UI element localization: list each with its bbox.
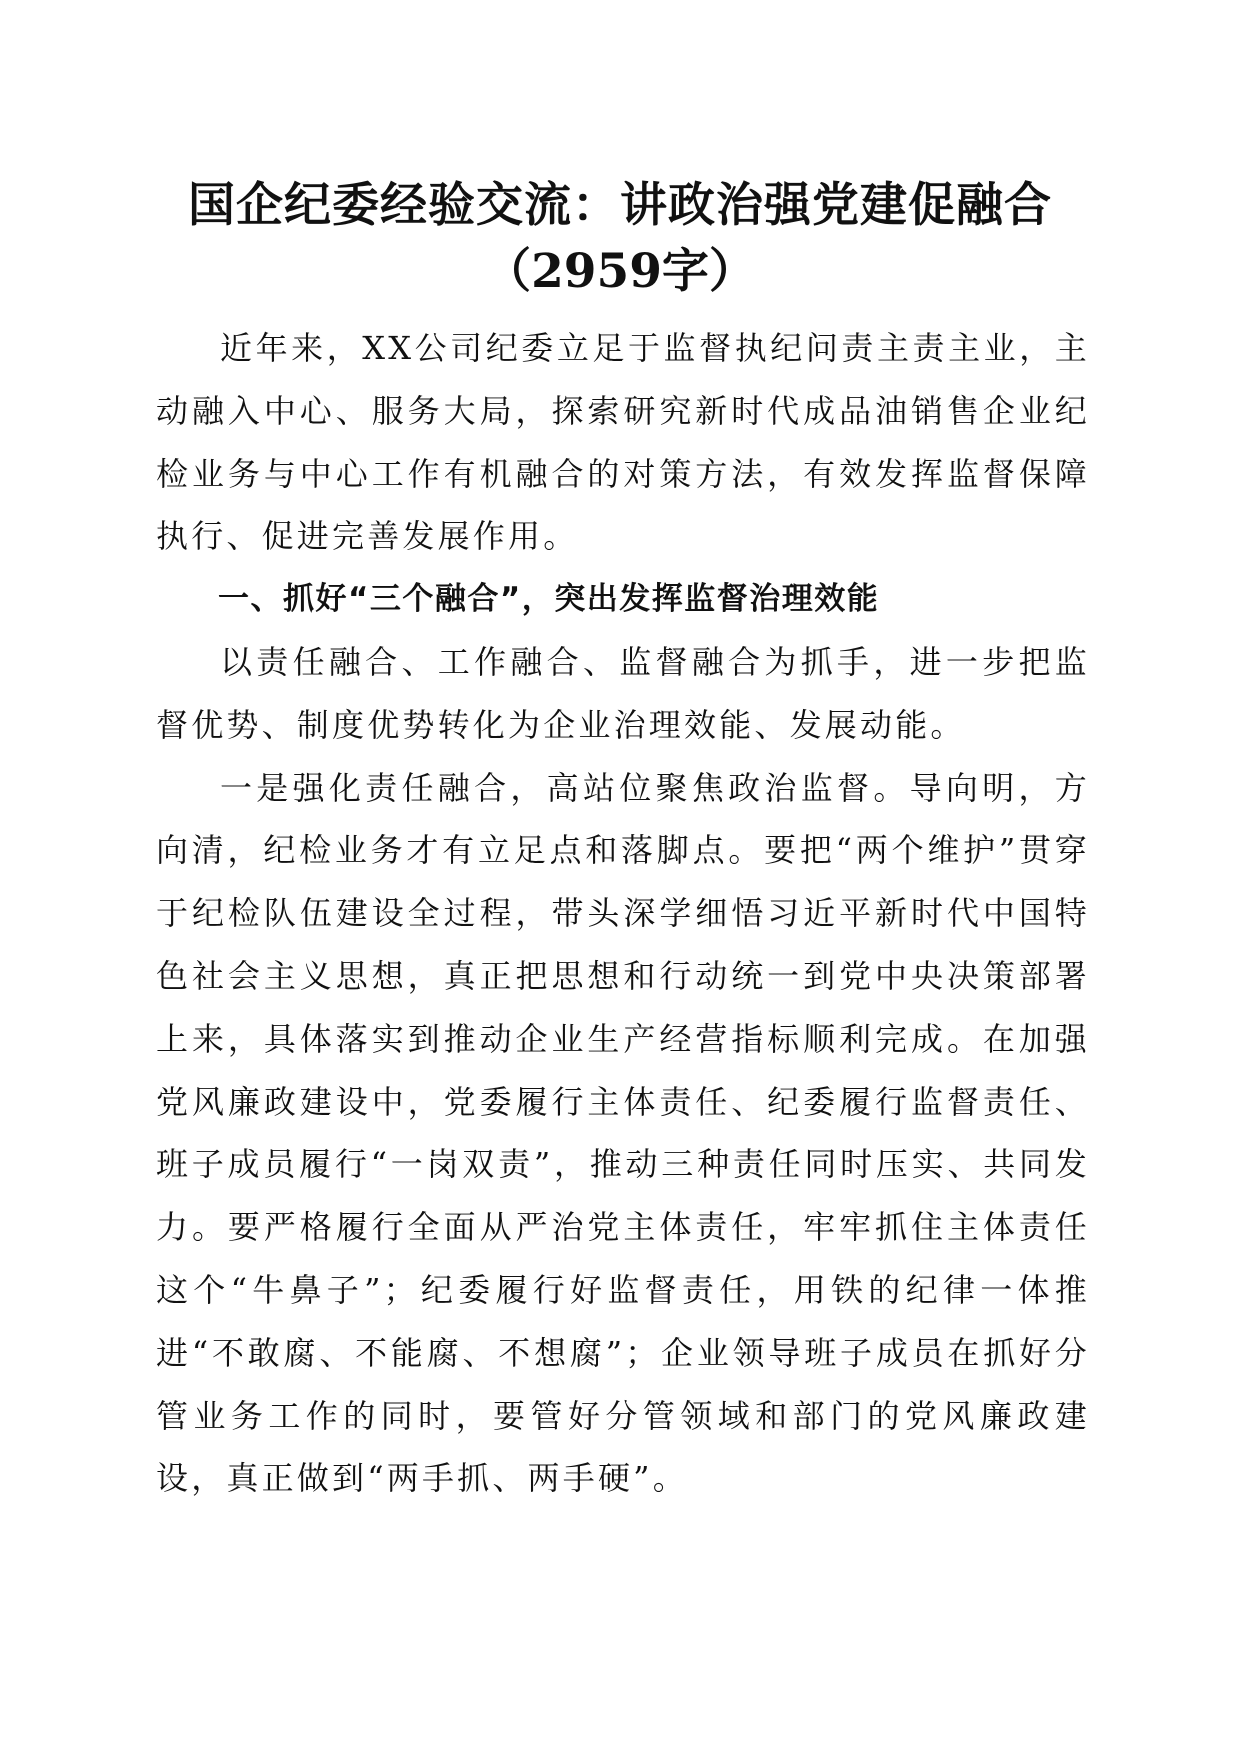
intro-paragraph: 近年来，XX公司纪委立足于监督执纪问责主责主业，主动融入中心、服务大局，探索研究新时代成品油销售企业纪检业务与中心工作有机融合的对策方法，有效发挥监督保障执行、促进完善发展作用。 xyxy=(156,329,1090,556)
section-heading: 一、抓好“三个融合”，突出发挥监督治理效能 xyxy=(218,581,880,618)
title-block xyxy=(0,176,1240,302)
body-paragraph: 一是强化责任融合，高站位聚焦政治监督。导向明，方向清，纪检业务才有立足点和落脚点。要把“两个维护”贯穿于纪检队伍建设全过程，带头深学细悟习近平新时代中国特色社会主义思想，真正把思想和行动统一到党中央决策部署上来，具体落实到推动企业生产经营指标顺利完成。在加强党风廉政建设中，党委履行主体责任、纪委履行监督责任、班子成员履行“一岗双责”，推动三种责任同时压实、共同发力。要严格履行全面从严治党主体责任，牢牢抓住主体责任这个“牛鼻子”；纪委履行好监督责任，用铁的纪律一体推进“不敢腐、不能腐、不想腐”；企业领导班子成员在抓好分管业务工作的同时，要管好分管领域和部门的党风廉政建设，真正做到“两手抓、两手硬”。 xyxy=(156,768,1090,1498)
document-body xyxy=(156,317,1090,1510)
document-subtitle: （2959字） xyxy=(484,244,756,299)
section-intro-paragraph: 以责任融合、工作融合、监督融合为抓手，进一步把监督优势、制度优势转化为企业治理效能、发展动能。 xyxy=(156,642,1090,744)
document-title: 国企纪委经验交流：讲政治强党建促融合 xyxy=(188,178,1052,233)
